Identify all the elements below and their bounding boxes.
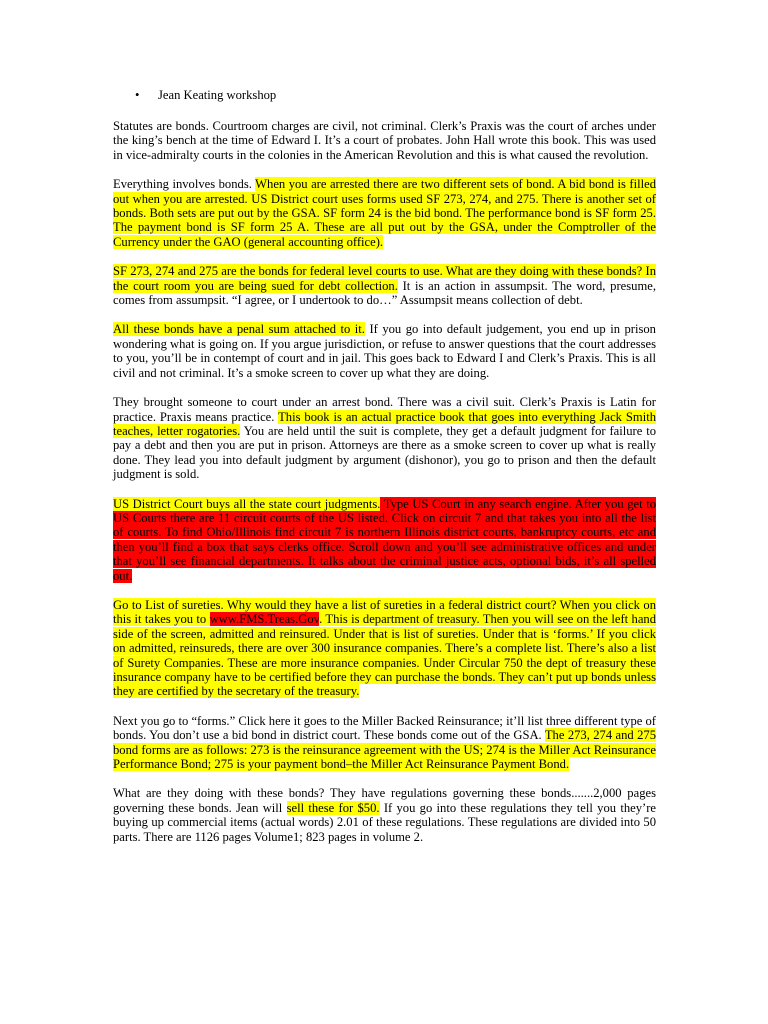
red-highlight-text: www.FMS.Treas.Gov	[209, 612, 320, 627]
yellow-highlight-text: All these bonds have a penal sum attached to it.	[113, 322, 365, 337]
document-body	[113, 88, 656, 859]
paragraph	[113, 395, 656, 481]
text-run: They brought someone to court under an arrest bond. There was a civil suit. Clerk’s Praxis is Latin for practice. Praxis means practice.	[113, 395, 656, 424]
bullet-heading: Jean Keating workshop	[158, 88, 277, 102]
text-run: Next you go to “forms.” Click here it goes to the Miller Backed Reinsurance; it’ll list three different type of bonds. You don’t use a bid bond in district court. These bonds come out of the GSA.	[113, 713, 656, 743]
paragraph	[113, 119, 656, 162]
yellow-highlight-text: SF 273, 274 and 275 are the bonds for federal level courts to use. What are they doing with these bonds? In the court room you are being sued for debt collection.	[113, 264, 656, 293]
bullet-item	[113, 88, 656, 103]
yellow-highlight-text: This book is an actual practice book that goes into everything Jack Smith teaches, letter rogatories.	[113, 409, 656, 438]
yellow-highlight-text: The 273, 274 and 275 bond forms are as follows: 273 is the reinsurance agreement with the US; 274 is the Miller Act Reinsurance Performance Bond; 275 is your payment bond–the Miller Act Reinsurance Payment Bond.	[113, 728, 656, 772]
yellow-highlight-text: . This is department of treasury. Then you will see on the left hand side of the screen, admitted and reinsured. Under that is list of sureties. Under that is ‘forms.’ If you click on admitted, reinsureds, there are over 300 insurance companies. There’s a complete list. There’s also a list of Surety Companies. These are more insurance companies. Under Circular 750 the dept of treasury these insurance company have to be certified before they can purchase the bonds. They can’t put up bonds unless they are certified by the secretary of the treasury.	[113, 612, 657, 699]
yellow-highlight-text: US District Court buys all the state court judgments.	[113, 496, 381, 511]
paragraph	[113, 598, 656, 699]
text-run: Everything involves bonds.	[113, 177, 256, 192]
yellow-highlight-text: sell these for $50.	[286, 800, 380, 815]
red-highlight-text: Type US Court in any search engine. After you get to US Courts there are 11 circuit courts of the US listed. Click on circuit 7 and that takes you into all the list of courts. To find Ohio/Illinois find circuit 7 is northern Illinois district courts, bankruptcy courts, etc and then you’ll find a box that says clerks office. Scroll down and you’ll see administrative offices and under that you’ll see financial departments. It talks about the criminal justice acts, optional bids, it’s all spelled out.	[113, 496, 656, 583]
paragraph	[113, 322, 656, 380]
text-run: It is an action in assumpsit. The word, presume, comes from assumpsit. “I agree, or I undertook to do…” Assumpsit means collection of debt.	[113, 278, 656, 308]
paragraph	[113, 714, 656, 772]
yellow-highlight-text: Go to List of sureties. Why would they have a list of sureties in a federal district court? When you click on this it takes you to	[113, 597, 656, 627]
paragraph-list	[113, 119, 656, 844]
text-run: You are held until the suit is complete, they get a default judgment for failure to pay a debt and then you are put in prison. Attorneys are there as a smoke screen to cover up what is really done. They lead you into default judgment by argument (dishonor), you go to prison and then the default judgment is sold.	[113, 423, 656, 482]
paragraph	[113, 786, 656, 844]
text-run: What are they doing with these bonds? They have regulations governing these bonds.......2,000 pages governing these bonds. Jean will	[113, 786, 656, 815]
bullet-icon: •	[135, 88, 140, 102]
yellow-highlight-text: When you are arrested there are two different sets of bond. A bid bond is filled out when you are arrested. US District court uses forms used SF 273, 274, and 275. There is another set of bonds. Both sets are put out by the GSA. SF form 24 is the bid bond. The performance bond is SF form 25. The payment bond is SF form 25 A. These are all put out by the GSA, under the Comptroller of the Currency under the GAO (general accounting office).	[113, 177, 656, 249]
text-run: If you go into these regulations they tell you they’re buying up commercial items (actual words) 2.01 of these regulations. These regulations are divided into 50 parts. There are 1126 pages Volume1; 823 pages in volume 2.	[113, 800, 656, 844]
paragraph	[113, 264, 656, 307]
text-run: If you go into default judgement, you end up in prison wondering what is going on. If you argue jurisdiction, or refuse to answer questions that the court addresses to you, you’ll be in contempt of court and in jail. This goes back to Edward I and Clerk’s Praxis. This is all civil and not criminal. It’s a smoke screen to cover up what they are doing.	[113, 322, 656, 380]
text-run: Statutes are bonds. Courtroom charges are civil, not criminal. Clerk’s Praxis was the court of arches under the king’s bench at the time of Edward I. It’s a court of probates. John Hall wrote this book. This was used in vice-admiralty courts in the colonies in the American Revolution and this is what caused the revolution.	[113, 119, 656, 162]
paragraph	[113, 497, 656, 583]
paragraph	[113, 177, 656, 249]
